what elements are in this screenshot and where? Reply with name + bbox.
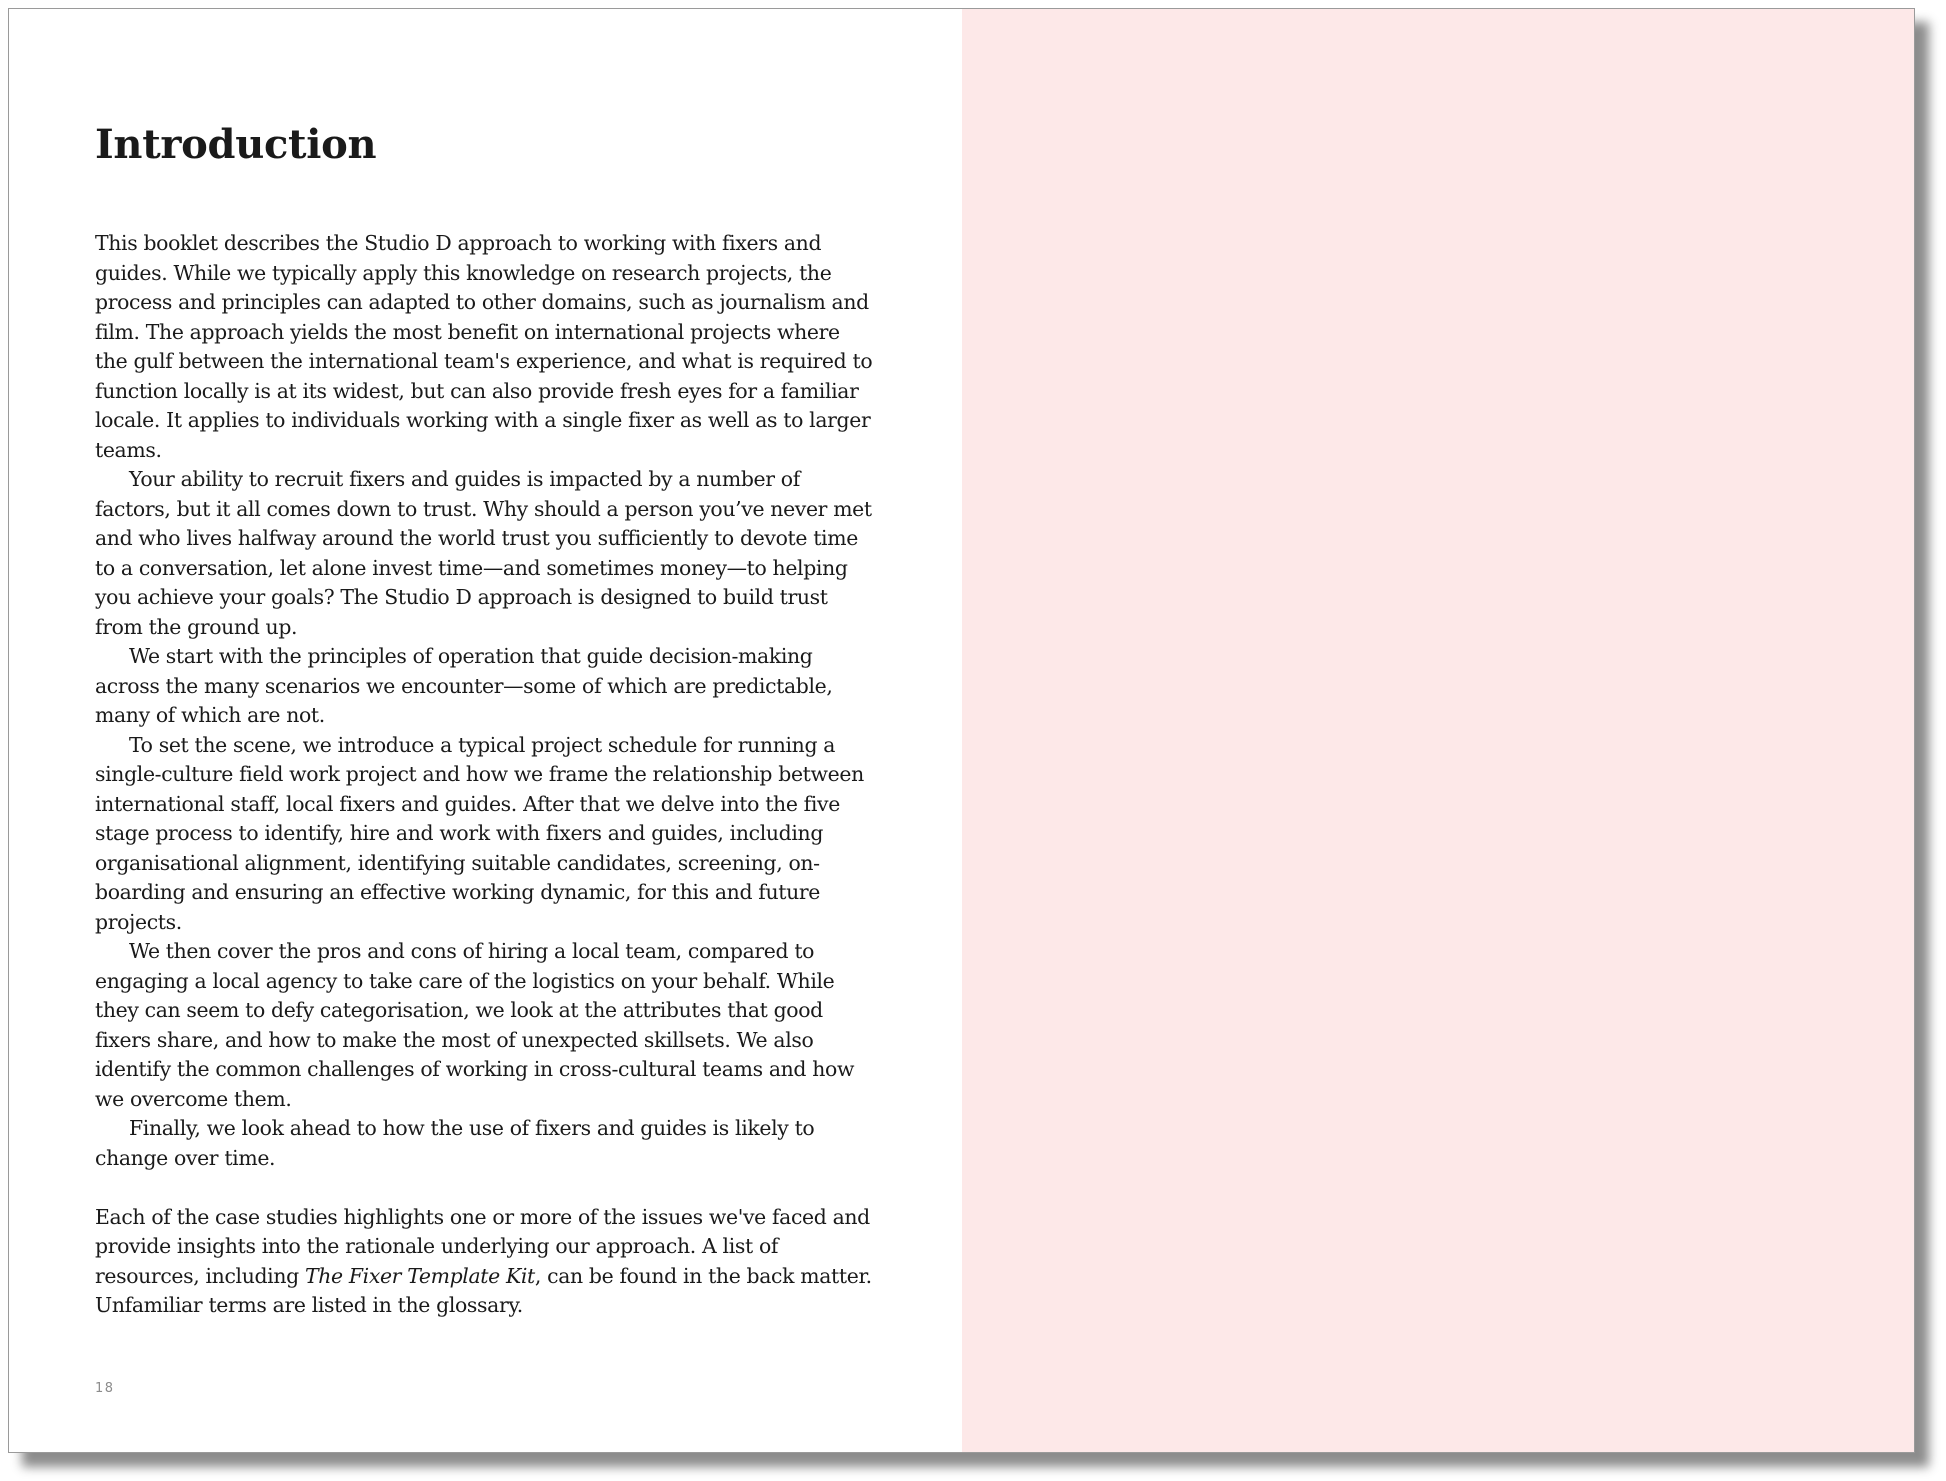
intro-paragraph-5: We then cover the pros and cons of hiring a local team, compared to engaging a local agency to take care of the logistics on your behalf. While they can seem to defy categorisation, we look at the attributes that good fixers share, and how to make the most of unexpected skillsets. We also identify the common challenges of working in cross-cultural teams and how we overcome them. [95, 939, 855, 1111]
book-spread [8, 8, 1915, 1453]
closing-text-start: Each of the case studies highlights one or more of the issues we've faced and provide insights into the rationale underlying our approach. A list of resources, including [95, 1204, 870, 1288]
paragraph-gap [95, 1173, 875, 1203]
fixer-template-kit-title: The Fixer Template Kit [304, 1263, 535, 1288]
intro-paragraph-4: To set the scene, we introduce a typical project schedule for running a single-culture field work project and how we frame the relationship between international staff, local fixers and guides. After that we delve into the five stage process to identify, hire and work with fixers and guides, including organisational alignment, identifying suitable candidates, screening, on-boarding and ensuring an effective working dynamic, for this and future projects. [95, 732, 864, 934]
intro-paragraph-6: Finally, we look ahead to how the use of fixers and guides is likely to change over time. [95, 1116, 815, 1170]
right-page [962, 9, 1914, 1452]
closing-text-end: , can be found in the back matter. Unfamiliar terms are listed in the glossary. [95, 1263, 872, 1317]
intro-closing-paragraph [95, 1203, 875, 1321]
intro-paragraph-3: We start with the principles of operation that guide decision-making across the many scenarios we encounter—some of which are predictable, many of which are not. [95, 644, 833, 727]
intro-paragraph-1: This booklet describes the Studio D approach to working with fixers and guides. While we typically apply this knowledge on research projects, the process and principles can adapted to other domains, such as journalism and film. The approach yields the most benefit on international projects where the gulf between the international team's experience, and what is required to function locally is at its widest, but can also provide fresh eyes for a familiar locale. It applies to individuals working with a single fixer as well as to larger teams. [95, 231, 873, 462]
introduction-body [95, 229, 875, 1321]
intro-paragraph-2: Your ability to recruit fixers and guides is impacted by a number of factors, but it all comes down to trust. Why should a person you’ve never met and who lives halfway around the world trust you sufficiently to devote time to a conversation, let alone invest time—and sometimes money—to helping you achieve your goals? The Studio D approach is designed to build trust from the ground up. [95, 467, 872, 639]
page-heading-introduction: Introduction [95, 121, 377, 168]
left-page [9, 9, 962, 1452]
page-number-left: 18 [95, 1381, 115, 1396]
